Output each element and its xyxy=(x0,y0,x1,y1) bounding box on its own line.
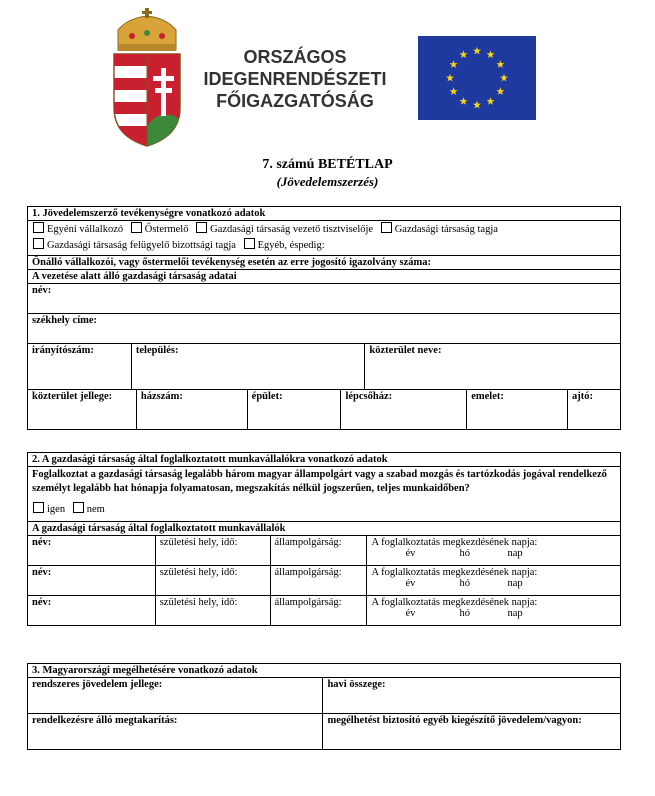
table-row xyxy=(28,536,621,566)
section-2-heading: 2. A gazdasági társaság által foglalkoztatott munkavállalókra vonatkozó adatok xyxy=(28,453,621,467)
start-date-field[interactable] xyxy=(367,566,621,596)
checkbox[interactable] xyxy=(33,222,44,233)
savings-field[interactable]: rendelkezésre álló megtakarítás: xyxy=(28,714,323,750)
checkbox[interactable] xyxy=(73,502,84,513)
year-label: év xyxy=(405,608,416,619)
option-supervisory-board[interactable] xyxy=(32,240,236,251)
checkbox[interactable] xyxy=(196,222,207,233)
floor-field[interactable]: emelet: xyxy=(467,390,568,430)
employee-name-field[interactable]: név: xyxy=(28,566,156,596)
option-label: Gazdasági társaság vezető tisztviselője xyxy=(210,224,374,235)
employee-name-field[interactable]: név: xyxy=(28,536,156,566)
option-label: Gazdasági társaság tagja xyxy=(394,224,498,235)
other-income-field[interactable]: megélhetést biztosító egyéb kiegészítő jövedelem/vagyon: xyxy=(323,714,621,750)
day-label: nap xyxy=(507,548,523,559)
citizenship-field[interactable]: állampolgárság: xyxy=(270,566,367,596)
section-1-heading: 1. Jövedelemszerző tevékenységre vonatkozó adatok xyxy=(28,207,621,221)
street-name-field[interactable]: közterület neve: xyxy=(365,344,621,390)
birth-field[interactable]: születési hely, idő: xyxy=(155,536,270,566)
section-3-table xyxy=(27,663,621,750)
year-label: év xyxy=(405,578,416,589)
option-executive[interactable] xyxy=(195,224,373,235)
activity-options xyxy=(28,221,621,256)
eu-flag-icon xyxy=(418,36,536,120)
citizenship-field[interactable]: állampolgárság: xyxy=(270,536,367,566)
start-date-label: A foglalkoztatás megkezdésének napja: xyxy=(371,597,538,608)
zip-code-field[interactable]: irányítószám: xyxy=(28,344,132,390)
day-label: nap xyxy=(507,608,523,619)
org-line-2: IDEGENRENDÉSZETI xyxy=(203,69,387,89)
employee-name-field[interactable]: név: xyxy=(28,596,156,626)
option-label: Gazdasági társaság felügyelő bizottsági tagja xyxy=(47,240,236,251)
option-label: Egyéb, éspedig: xyxy=(257,240,325,251)
house-number-field[interactable]: házszám: xyxy=(136,390,247,430)
birth-field[interactable]: születési hely, idő: xyxy=(155,566,270,596)
hungarian-coat-of-arms-icon xyxy=(108,8,186,148)
organization-name xyxy=(200,46,390,112)
company-data-heading: A vezetése alatt álló gazdasági társaság adatai xyxy=(28,270,621,284)
start-date-label: A foglalkoztatás megkezdésének napja: xyxy=(371,567,538,578)
option-farmer[interactable] xyxy=(130,224,189,235)
option-label: Őstermelő xyxy=(144,224,189,235)
option-label: Egyéni vállalkozó xyxy=(47,224,124,235)
option-other[interactable] xyxy=(243,240,325,251)
option-sole-trader[interactable] xyxy=(32,224,123,235)
building-field[interactable]: épület: xyxy=(247,390,341,430)
org-line-3: FŐIGAZGATÓSÁG xyxy=(216,91,374,111)
license-number-field[interactable]: Önálló vállalkozói, vagy őstermelői tevékenység esetén az erre jogosító igazolvány száma: xyxy=(28,256,621,270)
checkbox[interactable] xyxy=(131,222,142,233)
table-row xyxy=(28,566,621,596)
month-label: hó xyxy=(459,608,470,619)
checkbox[interactable] xyxy=(33,502,44,513)
option-no[interactable] xyxy=(72,504,105,515)
page-subtitle: (Jövedelemszerzés) xyxy=(276,174,379,189)
street-type-field[interactable]: közterület jellege: xyxy=(28,390,137,430)
year-label: év xyxy=(405,548,416,559)
employees-heading: A gazdasági társaság által foglalkoztatott munkavállalók xyxy=(28,522,621,536)
page-title: 7. számú BETÉTLAP xyxy=(262,157,393,172)
monthly-amount-field[interactable]: havi összege: xyxy=(323,678,621,714)
start-date-field[interactable] xyxy=(367,596,621,626)
checkbox[interactable] xyxy=(244,238,255,249)
month-label: hó xyxy=(459,578,470,589)
option-member[interactable] xyxy=(380,224,498,235)
option-yes[interactable] xyxy=(32,504,65,515)
section-2-table xyxy=(27,452,621,626)
table-row xyxy=(28,596,621,626)
org-line-1: ORSZÁGOS xyxy=(243,47,347,67)
staircase-field[interactable]: lépcsőház: xyxy=(341,390,467,430)
option-label: igen xyxy=(47,504,66,515)
start-date-label: A foglalkoztatás megkezdésének napja: xyxy=(371,537,538,548)
checkbox[interactable] xyxy=(33,238,44,249)
day-label: nap xyxy=(507,578,523,589)
start-date-field[interactable] xyxy=(367,536,621,566)
option-label: nem xyxy=(86,504,105,515)
city-field[interactable]: település: xyxy=(131,344,365,390)
income-type-field[interactable]: rendszeres jövedelem jellege: xyxy=(28,678,323,714)
section-1-table xyxy=(27,206,621,430)
question-text: Foglalkoztat a gazdasági társaság legalább három magyar állampolgárt vagy a szabad mozgás és tartózkodás jogával rendelkező személyt legalább hat hónapja folyamatosan, megszakítás nélkül jogszerűen, teljes munkaidőben? xyxy=(32,469,607,494)
door-field[interactable]: ajtó: xyxy=(568,390,621,430)
birth-field[interactable]: születési hely, idő: xyxy=(155,596,270,626)
employment-question xyxy=(28,467,621,522)
month-label: hó xyxy=(459,548,470,559)
company-name-field[interactable]: név: xyxy=(28,284,621,314)
section-3-heading: 3. Magyarországi megélhetésére vonatkozó adatok xyxy=(28,664,621,678)
company-seat-field[interactable]: székhely címe: xyxy=(28,314,621,344)
checkbox[interactable] xyxy=(381,222,392,233)
citizenship-field[interactable]: állampolgárság: xyxy=(270,596,367,626)
